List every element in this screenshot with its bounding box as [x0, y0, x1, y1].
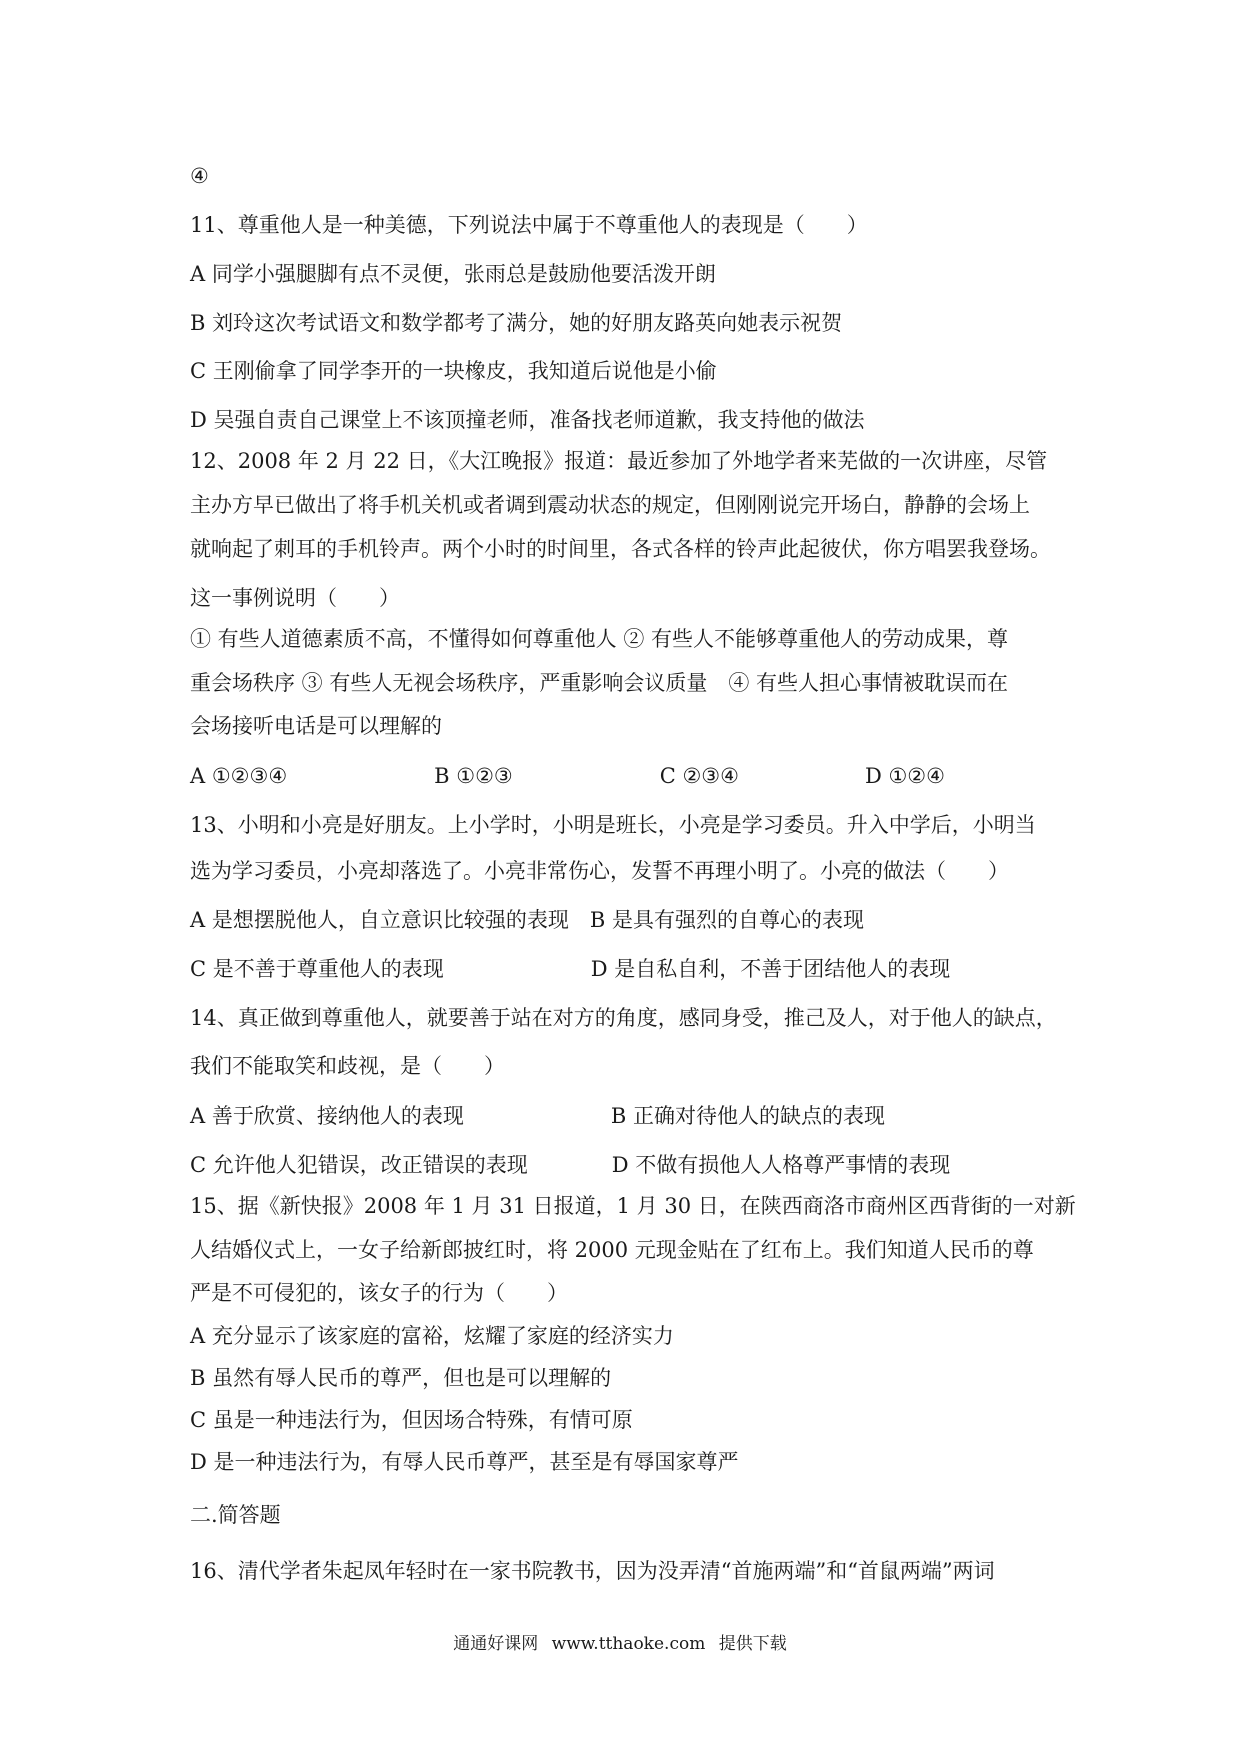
- q12-options: A ①②③④ B ①②③ C ②③④ D ①②④: [190, 764, 945, 788]
- q12-statements-line-1: ① 有些人道德素质不高，不懂得如何尊重他人 ② 有些人不能够尊重他人的劳动成果，尊: [190, 627, 1009, 651]
- q11-option-d: D 吴强自责自己课堂上不该顶撞老师，准备找老师道歉，我支持他的做法: [190, 408, 865, 432]
- section-heading-short-answer: 二.简答题: [190, 1503, 281, 1527]
- q12-statements-line-3: 会场接听电话是可以理解的: [190, 714, 442, 738]
- question-12-prompt: 这一事例说明（ ）: [190, 586, 400, 610]
- q12-statements-line-2: 重会场秩序 ③ 有些人无视会场秩序，严重影响会议质量 ④ 有些人担心事情被耽误而在: [190, 671, 1009, 695]
- q15-option-b: B 虽然有辱人民币的尊严，但也是可以理解的: [190, 1366, 612, 1390]
- q15-option-d: D 是一种违法行为，有辱人民币尊严，甚至是有辱国家尊严: [190, 1450, 739, 1474]
- q11-option-a: A 同学小强腿脚有点不灵便，张雨总是鼓励他要活泼开朗: [190, 262, 716, 286]
- footer-site-name: 通通好课网: [453, 1634, 539, 1654]
- footer-suffix: 提供下载: [718, 1634, 787, 1654]
- question-12-line-1: 12、2008 年 2 月 22 日，《大江晚报》报道：最近参加了外地学者来芜做的一次讲座，尽管: [190, 449, 1048, 473]
- footer-url: www.tthaoke.com: [551, 1634, 706, 1654]
- question-15-line-1: 15、据《新快报》2008 年 1 月 31 日报道，1 月 30 日，在陕西商洛市商州区西背街的一对新: [190, 1194, 1076, 1218]
- question-15-line-2: 人结婚仪式上，一女子给新郎披红时，将 2000 元现金贴在了红布上。我们知道人民币的尊: [190, 1238, 1034, 1262]
- question-15-line-3: 严是不可侵犯的，该女子的行为（ ）: [190, 1281, 568, 1305]
- question-14-line-1: 14、真正做到尊重他人，就要善于站在对方的角度，感同身受，推己及人，对于他人的缺点，: [190, 1006, 1057, 1030]
- answer-fragment: ④: [190, 164, 209, 188]
- q11-option-b: B 刘玲这次考试语文和数学都考了满分，她的好朋友路英向她表示祝贺: [190, 311, 843, 335]
- q15-option-c: C 虽是一种违法行为，但因场合特殊，有情可原: [190, 1408, 633, 1432]
- question-12-line-2: 主办方早已做出了将手机关机或者调到震动状态的规定，但刚刚说完开场白，静静的会场上: [190, 493, 1030, 517]
- q15-option-a: A 充分显示了该家庭的富裕，炫耀了家庭的经济实力: [190, 1324, 674, 1348]
- question-13-line-2: 选为学习委员，小亮却落选了。小亮非常伤心，发誓不再理小明了。小亮的做法（ ）: [190, 859, 1009, 883]
- q11-option-c: C 王刚偷拿了同学李开的一块橡皮，我知道后说他是小偷: [190, 359, 717, 383]
- question-12-line-3: 就响起了刺耳的手机铃声。两个小时的时间里，各式各样的铃声此起彼伏，你方唱罢我登场。: [190, 537, 1051, 561]
- q13-options-cd: C 是不善于尊重他人的表现 D 是自私自利，不善于团结他人的表现: [190, 957, 951, 981]
- q14-options-ab: A 善于欣赏、接纳他人的表现 B 正确对待他人的缺点的表现: [190, 1104, 885, 1128]
- q14-options-cd: C 允许他人犯错误，改正错误的表现 D 不做有损他人人格尊严事情的表现: [190, 1153, 951, 1177]
- question-16-line-1: 16、清代学者朱起凤年轻时在一家书院教书，因为没弄清“首施两端”和“首鼠两端”两词: [190, 1559, 995, 1583]
- page-footer: [0, 1632, 1240, 1656]
- question-14-line-2: 我们不能取笑和歧视，是（ ）: [190, 1054, 505, 1078]
- question-13-line-1: 13、小明和小亮是好朋友。上小学时，小明是班长，小亮是学习委员。升入中学后，小明当: [190, 813, 1036, 837]
- question-11: 11、尊重他人是一种美德，下列说法中属于不尊重他人的表现是（ ）: [190, 213, 868, 237]
- q13-options-ab: A 是想摆脱他人，自立意识比较强的表现 B 是具有强烈的自尊心的表现: [190, 908, 864, 932]
